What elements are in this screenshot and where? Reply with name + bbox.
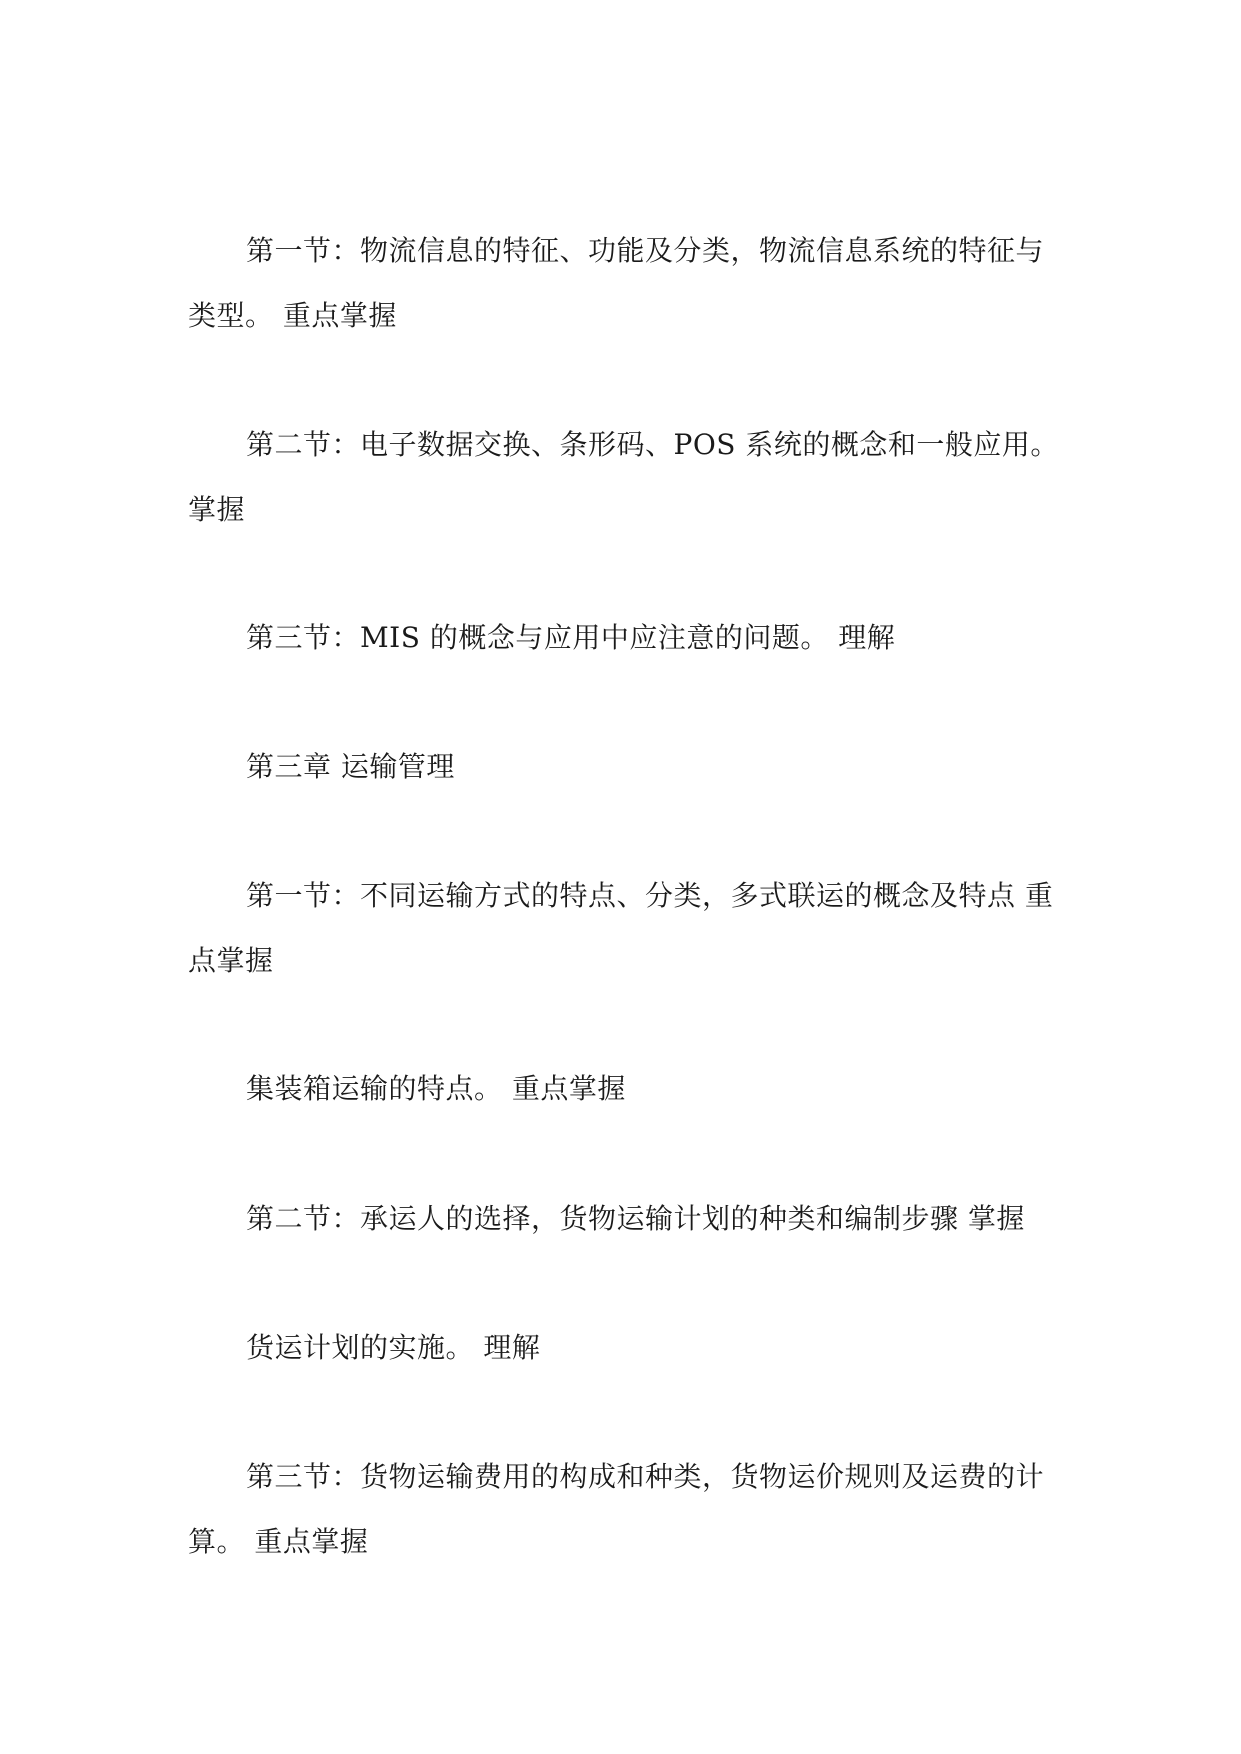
paragraph-ch2-section2: 第二节：电子数据交换、条形码、POS 系统的概念和一般应用。掌握 <box>188 428 1059 526</box>
paragraph-ch3-section1: 第一节：不同运输方式的特点、分类，多式联运的概念及特点 重点掌握 <box>188 879 1054 977</box>
paragraph-freight-plan: 货运计划的实施。 理解 <box>246 1331 541 1364</box>
chapter-heading: 第三章 运输管理 <box>246 750 455 783</box>
paragraph-ch2-section1: 第一节：物流信息的特征、功能及分类，物流信息系统的特征与类型。 重点掌握 <box>188 234 1045 332</box>
paragraph-ch3-section2: 第二节：承运人的选择，货物运输计划的种类和编制步骤 掌握 <box>246 1202 1025 1235</box>
paragraph-ch2-section3: 第三节：MIS 的概念与应用中应注意的问题。 理解 <box>246 621 896 654</box>
paragraph-ch3-section3: 第三节：货物运输费用的构成和种类，货物运价规则及运费的计算。 重点掌握 <box>188 1460 1045 1558</box>
paragraph-container-transport: 集装箱运输的特点。 重点掌握 <box>246 1072 626 1105</box>
